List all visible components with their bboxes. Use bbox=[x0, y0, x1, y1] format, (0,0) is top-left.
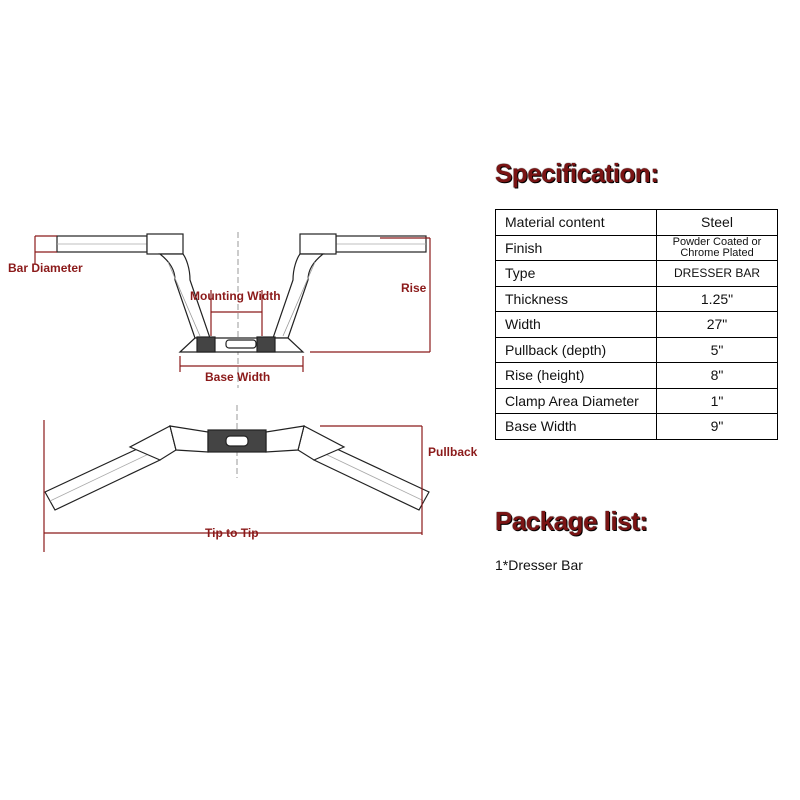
spec-value: Steel bbox=[657, 210, 778, 236]
package-list-item: 1*Dresser Bar bbox=[495, 557, 583, 573]
label-rise: Rise bbox=[401, 281, 427, 295]
label-tip-to-tip: Tip to Tip bbox=[205, 526, 259, 540]
spec-label: Clamp Area Diameter bbox=[496, 388, 657, 414]
spec-row bbox=[496, 363, 778, 389]
spec-row bbox=[496, 312, 778, 338]
spec-label: Pullback (depth) bbox=[496, 337, 657, 363]
spec-row bbox=[496, 210, 778, 236]
front-view bbox=[57, 232, 426, 388]
spec-row bbox=[496, 388, 778, 414]
label-bar-diameter: Bar Diameter bbox=[8, 261, 83, 275]
label-pullback: Pullback bbox=[428, 445, 478, 459]
specification-heading: Specification: bbox=[495, 158, 659, 188]
spec-value: DRESSER BAR bbox=[657, 261, 778, 287]
label-base-width: Base Width bbox=[205, 370, 271, 384]
spec-label: Thickness bbox=[496, 286, 657, 312]
spec-value: 1" bbox=[657, 388, 778, 414]
spec-value: 27" bbox=[657, 312, 778, 338]
spec-label: Base Width bbox=[496, 414, 657, 440]
spec-label: Finish bbox=[496, 235, 657, 261]
spec-row bbox=[496, 337, 778, 363]
label-mounting-width: Mounting Width bbox=[190, 289, 281, 303]
spec-row bbox=[496, 286, 778, 312]
spec-value: 1.25" bbox=[657, 286, 778, 312]
top-view bbox=[45, 405, 429, 510]
spec-label: Type bbox=[496, 261, 657, 287]
spec-value: 8" bbox=[657, 363, 778, 389]
spec-label: Rise (height) bbox=[496, 363, 657, 389]
spec-label: Width bbox=[496, 312, 657, 338]
spec-value: 5" bbox=[657, 337, 778, 363]
spec-value: Powder Coated or Chrome Plated bbox=[657, 235, 778, 261]
spec-row bbox=[496, 414, 778, 440]
specification-table bbox=[495, 209, 778, 440]
spec-label: Material content bbox=[496, 210, 657, 236]
spec-row bbox=[496, 261, 778, 287]
spec-value: 9" bbox=[657, 414, 778, 440]
spec-row bbox=[496, 235, 778, 261]
package-list-heading: Package list: bbox=[495, 506, 648, 536]
